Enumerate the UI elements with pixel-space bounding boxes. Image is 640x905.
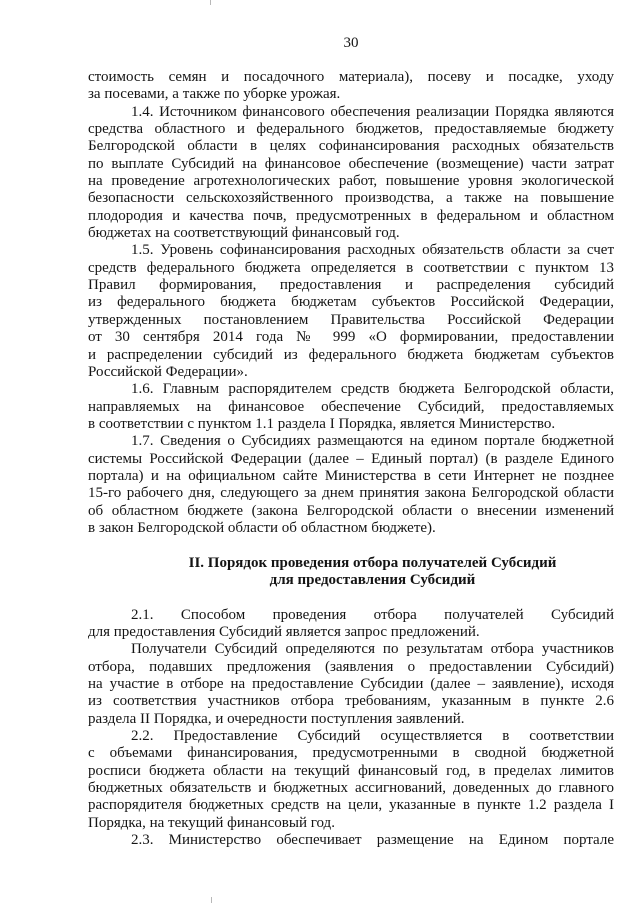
text-line: средств федерального бюджета определяется в соответствии с пунктом 13 bbox=[88, 259, 614, 276]
text-line: из федерального бюджета бюджетам субъектов Российской Федерации, bbox=[88, 294, 614, 311]
text-line: 1.7. Сведения о Субсидиях размещаются на едином портале бюджетной bbox=[131, 433, 614, 450]
text-line: с объемами финансирования, предусмотренными в сводной бюджетной bbox=[88, 745, 614, 762]
text-line: утвержденных постановлением Правительства Российской Федерации bbox=[88, 311, 614, 328]
text-line: из соответствия участников отбора требованиям, указанным в пункте 2.6 bbox=[88, 693, 614, 710]
page-number: 30 bbox=[343, 35, 359, 51]
text-line: 1.5. Уровень софинансирования расходных обязательств области за счет bbox=[131, 242, 614, 259]
text-line: для предоставления Субсидий является запрос предложений. bbox=[88, 624, 480, 640]
text-line: по выплате Субсидий на финансовое обеспечение (возмещение) части затрат bbox=[88, 155, 614, 172]
text-line: портала) и на официальном сайте Министерства в сети Интернет не позднее bbox=[88, 467, 614, 484]
text-line: в соответствии с пунктом 1.1 раздела I Порядка, является Министерство. bbox=[88, 415, 556, 432]
text-line: 2.3. Министерство обеспечивает размещение на Едином портале bbox=[131, 832, 614, 849]
text-line: отбора, подавших предложения (заявления о предоставлении Субсидий) bbox=[88, 658, 614, 675]
text-line: 1.4. Источником финансового обеспечения реализации Порядка являются bbox=[131, 103, 614, 120]
text-line: на участие в отборе на предоставление Субсидии (далее – заявление), исходя bbox=[88, 676, 614, 693]
text-line: от 30 сентября 2014 года № 999 «О формировании, предоставлении bbox=[88, 329, 614, 346]
text-line: Правил формирования, предоставления и распределения субсидий bbox=[88, 277, 614, 294]
blank-line bbox=[88, 589, 614, 606]
text-line: Белгородской области в целях софинансирования расходных обязательств bbox=[88, 138, 614, 155]
text-line: стоимость семян и посадочного материала), посеву и посадке, уходу bbox=[88, 69, 614, 85]
text-line: Российской Федерации». bbox=[88, 363, 248, 380]
text-line: бюджетах на соответствующий финансовый год. bbox=[88, 225, 400, 242]
paragraph-2-1 bbox=[88, 607, 614, 642]
scan-artifact bbox=[210, 0, 211, 5]
section-heading-ii bbox=[88, 555, 614, 590]
text-line: системы Российской Федерации (далее – Единый портал) (в разделе Единого bbox=[88, 450, 614, 467]
paragraph-1-5 bbox=[88, 242, 614, 381]
text-line: об областном бюджете (закона Белгородской области о внесении изменений bbox=[88, 502, 614, 519]
text-line: и распределении субсидий из федерального бюджета бюджетам субъектов bbox=[88, 346, 614, 363]
paragraph-2-1-recipients bbox=[88, 641, 614, 728]
text-line: бюджетных обязательств и бюджетных ассигнований, доведенных до главного bbox=[88, 780, 614, 797]
paragraph-continuation bbox=[88, 69, 614, 104]
text-line: в закон Белгородской области об областном бюджете). bbox=[88, 519, 436, 536]
text-line: распорядителя бюджетных средств на цели, указанные в пункте 1.2 раздела I bbox=[88, 797, 614, 814]
text-line: росписи бюджета области на текущий финансовый год, в пределах лимитов bbox=[88, 762, 614, 779]
paragraph-2-2 bbox=[88, 728, 614, 832]
heading-line: II. Порядок проведения отбора получателей Субсидий bbox=[188, 554, 557, 571]
paragraph-1-6 bbox=[88, 381, 614, 433]
text-line: средства областного и федерального бюджетов, предоставляемые бюджету bbox=[88, 121, 614, 138]
text-line: плодородия и качества почв, предусмотренных в федеральном и областном bbox=[88, 207, 614, 224]
text-line: 15-го рабочего дня, следующего за днем принятия закона Белгородской области bbox=[88, 485, 614, 502]
paragraph-2-3 bbox=[88, 832, 614, 849]
text-line: безопасности сельскохозяйственного производства, а также на повышение bbox=[88, 190, 614, 207]
text-line: раздела II Порядка, и очередности поступления заявлений. bbox=[88, 710, 465, 727]
document-body bbox=[88, 69, 614, 849]
text-line: 2.1. Способом проведения отбора получателей Субсидий bbox=[131, 606, 614, 623]
scan-artifact bbox=[211, 897, 212, 903]
text-line: Порядка, на текущий финансовый год. bbox=[88, 814, 335, 831]
text-line: направляемых на финансовое обеспечение Субсидий, предоставляемых bbox=[88, 398, 614, 415]
heading-line: для предоставления Субсидий bbox=[269, 571, 476, 588]
text-line: 2.2. Предоставление Субсидий осуществляется в соответствии bbox=[131, 728, 614, 745]
text-line: Получатели Субсидий определяются по результатам отбора участников bbox=[131, 641, 614, 658]
text-line: за посевами, а также по уборке урожая. bbox=[88, 86, 341, 103]
text-line: на проведение агротехнологических работ, повышение уровня экологической bbox=[88, 173, 614, 190]
paragraph-1-4 bbox=[88, 104, 614, 243]
blank-line bbox=[88, 537, 614, 554]
text-line: 1.6. Главным распорядителем средств бюджета Белгородской области, bbox=[131, 381, 614, 398]
paragraph-1-7 bbox=[88, 433, 614, 537]
